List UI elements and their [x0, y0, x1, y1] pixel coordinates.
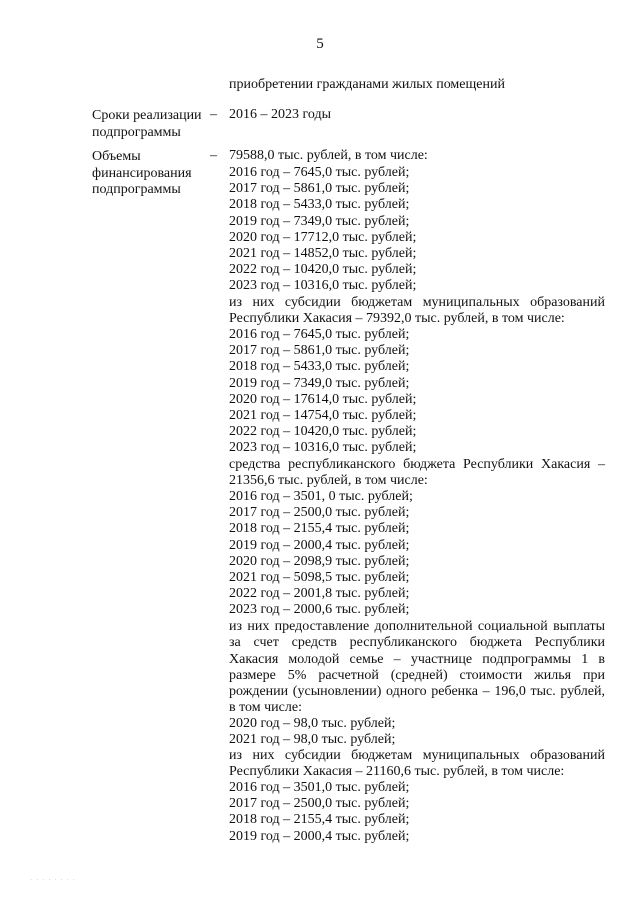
list-item: 2018 год – 5433,0 тыс. рублей;: [229, 359, 410, 375]
list-item: 2020 год – 17712,0 тыс. рублей;: [229, 229, 417, 245]
list-item: 2016 год – 3501, 0 тыс. рублей;: [229, 489, 413, 504]
list-item: 2017 год – 5861,0 тыс. рублей;: [229, 181, 410, 197]
page-number: 5: [316, 36, 324, 52]
list-item: 2017 год – 5861,0 тыс. рублей;: [229, 343, 410, 359]
list-item: 2021 год – 14754,0 тыс. рублей;: [229, 408, 417, 424]
list-item: 2022 год – 10420,0 тыс. рублей;: [229, 262, 417, 278]
list-item: 2018 год – 2155,4 тыс. рублей;: [229, 812, 410, 828]
total-years-list: [229, 165, 416, 295]
terms-dash: –: [210, 107, 217, 122]
list-item: 2021 год – 98,0 тыс. рублей;: [229, 732, 396, 748]
payment-intro: из них предоставление дополнительной социальной выплаты за счет средств республиканского бюджета Республики Хакасия молодой семье – участнице подпрограммы 1 в размере 5% расчетной (средней) стоимости жилья при рождении (усыновлении) одного ребенка – 196,0 тыс. рублей, в том числе:: [229, 619, 605, 716]
republican-years-list: [229, 489, 413, 619]
list-item: 2019 год – 7349,0 тыс. рублей;: [229, 213, 410, 229]
subsidies-intro: из них субсидии бюджетам муниципальных образований Республики Хакасия – 79392,0 тыс. рублей, в том числе:: [229, 295, 605, 327]
list-item: 2020 год – 17614,0 тыс. рублей;: [229, 391, 417, 407]
rep-subsidies-years-list: [229, 780, 409, 845]
list-item: 2020 год – 2098,9 тыс. рублей;: [229, 553, 410, 569]
financing-dash: –: [210, 148, 217, 163]
list-item: 2019 год – 2000,4 тыс. рублей;: [229, 537, 410, 553]
list-item: 2022 год – 2001,8 тыс. рублей;: [229, 586, 410, 602]
list-item: 2016 год – 7645,0 тыс. рублей;: [229, 327, 410, 342]
terms-label: Сроки реализации подпрограммы: [92, 108, 202, 140]
list-item: 2017 год – 2500,0 тыс. рублей;: [229, 796, 410, 812]
list-item: 2016 год – 7645,0 тыс. рублей;: [229, 165, 410, 180]
payment-years-list: [229, 716, 395, 748]
list-item: 2018 год – 2155,4 тыс. рублей;: [229, 521, 410, 537]
list-item: 2016 год – 3501,0 тыс. рублей;: [229, 780, 410, 795]
list-item: 2023 год – 10316,0 тыс. рублей;: [229, 278, 417, 294]
list-item: 2018 год – 5433,0 тыс. рублей;: [229, 197, 410, 213]
scan-mark: · · · · · · · ·: [30, 876, 76, 884]
list-item: 2021 год – 14852,0 тыс. рублей;: [229, 246, 417, 262]
list-item: 2020 год – 98,0 тыс. рублей;: [229, 716, 396, 731]
list-item: 2017 год – 2500,0 тыс. рублей;: [229, 505, 410, 521]
list-item: 2023 год – 10316,0 тыс. рублей;: [229, 440, 417, 456]
list-item: 2019 год – 7349,0 тыс. рублей;: [229, 375, 410, 391]
continuation-line: приобретении гражданами жилых помещений: [229, 77, 505, 92]
republican-intro: средства республиканского бюджета Республики Хакасия – 21356,6 тыс. рублей, в том числе:: [229, 457, 605, 489]
list-item: 2022 год – 10420,0 тыс. рублей;: [229, 424, 417, 440]
list-item: 2023 год – 2000,6 тыс. рублей;: [229, 602, 410, 618]
financing-label: Объемы финансирования подпрограммы: [92, 149, 192, 197]
subsidies-years-list: [229, 327, 416, 457]
list-item: 2019 год – 2000,4 тыс. рублей;: [229, 828, 410, 844]
list-item: 2021 год – 5098,5 тыс. рублей;: [229, 570, 410, 586]
financing-total: 79588,0 тыс. рублей, в том числе:: [229, 148, 428, 163]
rep-subsidies-intro: из них субсидии бюджетам муниципальных образований Республики Хакасия – 21160,6 тыс. рублей, в том числе:: [229, 748, 605, 780]
terms-value: 2016 – 2023 годы: [229, 107, 332, 122]
